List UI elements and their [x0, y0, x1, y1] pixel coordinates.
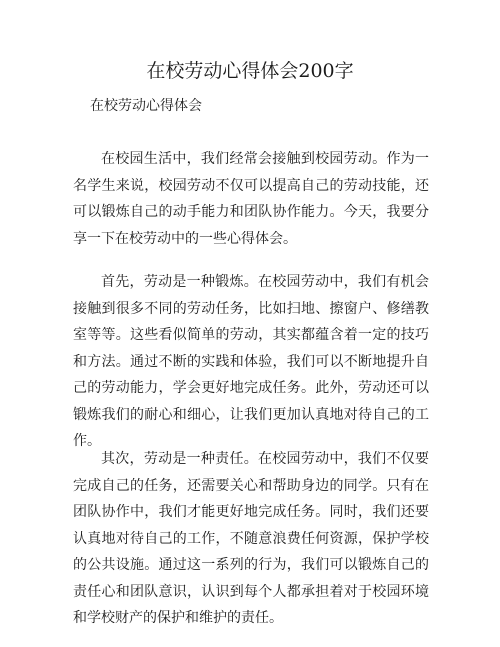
document-title: 在校劳动心得体会200字: [146, 60, 354, 82]
document-subtitle: 在校劳动心得体会: [90, 98, 202, 114]
paragraph-second-point: 其次，劳动是一种责任。在校园劳动中，我们不仅要完成自己的任务，还需要关心和帮助身边的同学。只有在团队协作中，我们才能更好地完成任务。同时，我们还要认真地对待自己的工作，不随意浪费任何资源，保护学校的公共设施。通过这一系列的行为，我们可以锻炼自己的责任心和团队意识，认识到每个人都承担着对于校园环境和学校财产的保护和维护的责任。: [73, 451, 429, 626]
paragraph-first-point: 首先，劳动是一种锻炼。在校园劳动中，我们有机会接触到很多不同的劳动任务，比如扫地、擦窗户、修缮教室等等。这些看似简单的劳动，其实都蕴含着一定的技巧和方法。通过不断的实践和体验，我们可以不断地提升自己的劳动能力，学会更好地完成任务。此外，劳动还可以锻炼我们的耐心和细心，让我们更加认真地对待自己的工作。: [73, 274, 429, 449]
paragraph-intro: 在校园生活中，我们经常会接触到校园劳动。作为一名学生来说，校园劳动不仅可以提高自己的劳动技能，还可以锻炼自己的动手能力和团队协作能力。今天，我要分享一下在校劳动中的一些心得体会。: [73, 151, 429, 247]
